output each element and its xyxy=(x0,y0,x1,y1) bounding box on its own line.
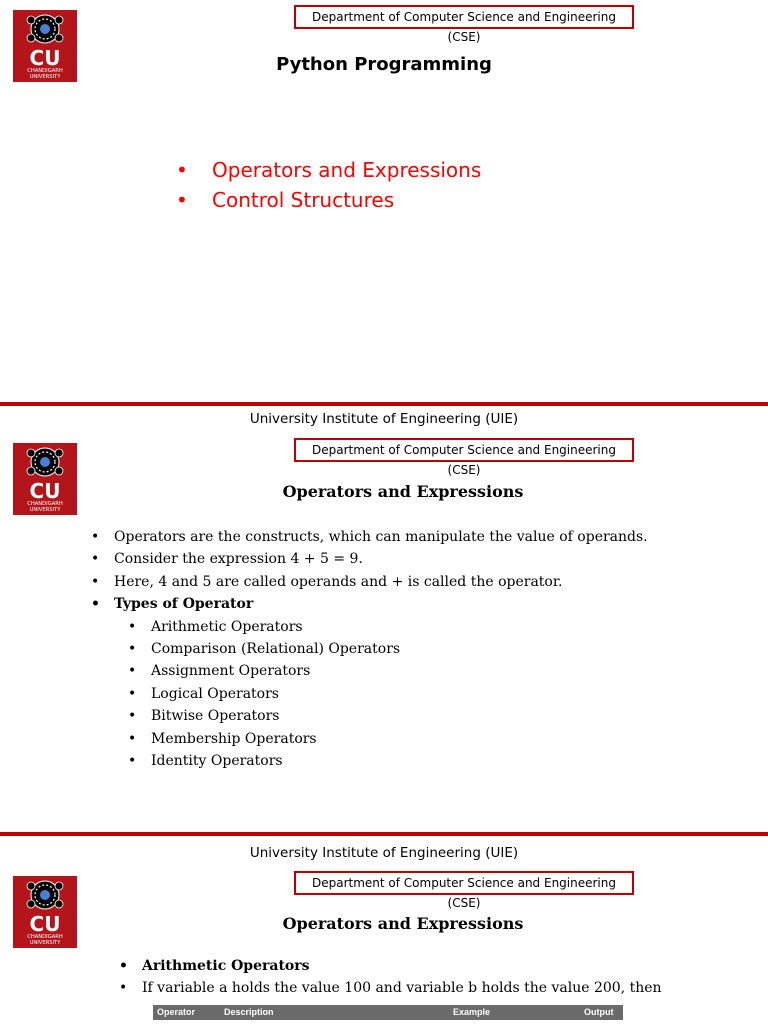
gear-emblem-icon xyxy=(13,443,77,481)
logo-text: CHANDIGARH UNIVERSITY xyxy=(27,68,63,80)
cu-logo xyxy=(13,443,77,515)
sub-list-item: • Logical Operators xyxy=(128,683,648,705)
bullet-list xyxy=(119,955,662,1000)
sub-list-item: • Membership Operators xyxy=(128,728,648,750)
list-item: • If variable a holds the value 100 and variable b holds the value 200, then xyxy=(119,977,662,999)
column-header-description: Description xyxy=(224,1007,274,1017)
department-label: Department of Computer Science and Engineering (CSE) xyxy=(294,871,634,895)
list-item: • Arithmetic Operators xyxy=(119,955,662,977)
topic-list xyxy=(176,155,481,215)
list-item: • Consider the expression 4 + 5 = 9. xyxy=(91,548,648,570)
slide-title: Python Programming xyxy=(276,54,492,75)
column-header-operator: Operator xyxy=(157,1007,196,1017)
list-item: • Here, 4 and 5 are called operands and + is called the operator. xyxy=(91,571,648,593)
logo-mark: CU xyxy=(29,479,61,503)
institute-label: University Institute of Engineering (UIE) xyxy=(249,845,519,861)
slide-title: Operators and Expressions xyxy=(282,482,524,501)
cu-logo xyxy=(13,876,77,948)
column-header-output: Output xyxy=(584,1007,614,1017)
logo-mark: CU xyxy=(29,46,61,70)
logo-mark: CU xyxy=(29,912,61,936)
sub-list-item: • Comparison (Relational) Operators xyxy=(128,638,648,660)
slide-3 xyxy=(0,836,768,1024)
column-header-example: Example xyxy=(453,1007,491,1017)
gear-emblem-icon xyxy=(13,876,77,914)
topic-item: • Control Structures xyxy=(176,185,481,215)
logo-text: CHANDIGARH UNIVERSITY xyxy=(27,501,63,513)
sub-list-item: • Bitwise Operators xyxy=(128,705,648,727)
logo-text: CHANDIGARH UNIVERSITY xyxy=(27,934,63,946)
topic-item: • Operators and Expressions xyxy=(176,155,481,185)
operator-table-header xyxy=(153,1005,623,1020)
gear-emblem-icon xyxy=(13,10,77,48)
slide-2 xyxy=(0,406,768,832)
department-label: Department of Computer Science and Engineering (CSE) xyxy=(294,5,634,29)
slide-title: Operators and Expressions xyxy=(282,914,524,933)
department-label: Department of Computer Science and Engineering (CSE) xyxy=(294,438,634,462)
sub-list-item: • Identity Operators xyxy=(128,750,648,772)
institute-label: University Institute of Engineering (UIE) xyxy=(249,411,519,427)
bullet-list xyxy=(91,526,648,772)
sub-list-item: • Assignment Operators xyxy=(128,660,648,682)
list-item: • Operators are the constructs, which can manipulate the value of operands. xyxy=(91,526,648,548)
slide-1 xyxy=(0,0,768,402)
list-item: • Types of Operator xyxy=(91,593,648,615)
sub-list-item: • Arithmetic Operators xyxy=(128,616,648,638)
